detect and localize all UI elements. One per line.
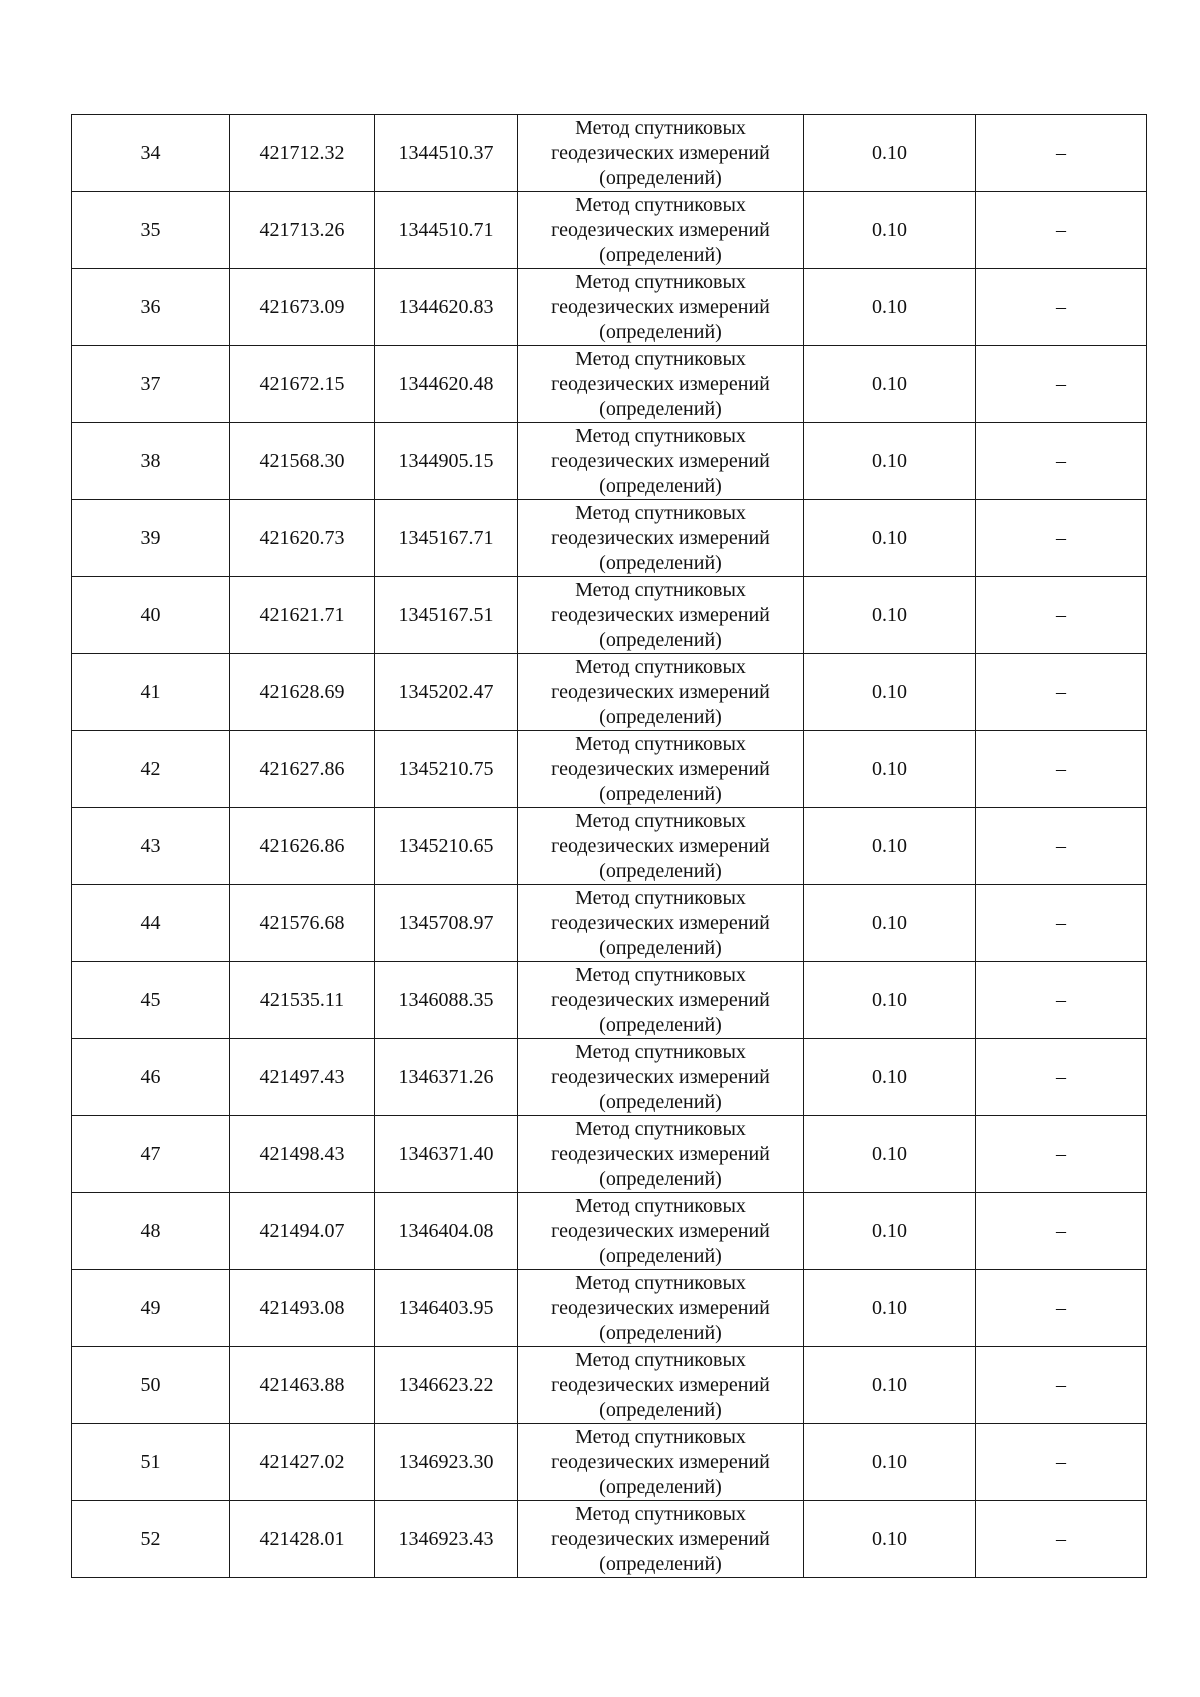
- table-row: [72, 1270, 1147, 1347]
- accuracy-cell: [804, 423, 976, 500]
- table-body: [72, 115, 1147, 1578]
- y-coordinate-cell: [375, 192, 518, 269]
- x-coordinate-cell: [230, 962, 375, 1039]
- method-line: Метод спутниковых: [575, 270, 746, 293]
- point-number: 39: [140, 526, 161, 549]
- method-line: (определений): [599, 397, 722, 420]
- point-number: 41: [140, 680, 161, 703]
- point-number-cell: [72, 1270, 230, 1347]
- accuracy-cell: [804, 1424, 976, 1501]
- point-number: 38: [140, 449, 161, 472]
- note-value: –: [1056, 141, 1066, 164]
- method-cell: [518, 1116, 804, 1193]
- accuracy-value: 0.10: [872, 911, 907, 934]
- x-coordinate: 421712.32: [259, 141, 345, 164]
- method-line: Метод спутниковых: [575, 963, 746, 986]
- y-coordinate: 1346371.40: [398, 1142, 494, 1165]
- note-cell: [976, 885, 1147, 962]
- method-cell: [518, 500, 804, 577]
- note-value: –: [1056, 1065, 1066, 1088]
- y-coordinate: 1346088.35: [398, 988, 494, 1011]
- method-line: Метод спутниковых: [575, 1502, 746, 1525]
- accuracy-value: 0.10: [872, 988, 907, 1011]
- table-row: [72, 1424, 1147, 1501]
- y-coordinate-cell: [375, 731, 518, 808]
- y-coordinate: 1345167.71: [398, 526, 494, 549]
- point-number: 36: [140, 295, 161, 318]
- y-coordinate-cell: [375, 885, 518, 962]
- note-cell: [976, 1424, 1147, 1501]
- y-coordinate: 1345202.47: [398, 680, 494, 703]
- table-row: [72, 1039, 1147, 1116]
- method-line: Метод спутниковых: [575, 1425, 746, 1448]
- y-coordinate: 1346923.30: [398, 1450, 494, 1473]
- method-line: (определений): [599, 1321, 722, 1344]
- point-number-cell: [72, 192, 230, 269]
- accuracy-cell: [804, 269, 976, 346]
- x-coordinate-cell: [230, 1347, 375, 1424]
- note-value: –: [1056, 372, 1066, 395]
- y-coordinate-cell: [375, 654, 518, 731]
- y-coordinate: 1344620.83: [398, 295, 494, 318]
- method-line: (определений): [599, 1244, 722, 1267]
- accuracy-value: 0.10: [872, 1527, 907, 1550]
- method-cell: [518, 423, 804, 500]
- method-line: геодезических измерений: [551, 1142, 770, 1165]
- method-cell: [518, 346, 804, 423]
- x-coordinate-cell: [230, 1116, 375, 1193]
- y-coordinate: 1346371.26: [398, 1065, 494, 1088]
- point-number: 34: [140, 141, 161, 164]
- table-row: [72, 654, 1147, 731]
- table-row: [72, 577, 1147, 654]
- x-coordinate: 421620.73: [259, 526, 345, 549]
- accuracy-cell: [804, 115, 976, 192]
- accuracy-cell: [804, 885, 976, 962]
- accuracy-value: 0.10: [872, 834, 907, 857]
- y-coordinate-cell: [375, 1347, 518, 1424]
- method-line: геодезических измерений: [551, 218, 770, 241]
- note-value: –: [1056, 757, 1066, 780]
- method-line: геодезических измерений: [551, 526, 770, 549]
- point-number-cell: [72, 346, 230, 423]
- table-row: [72, 885, 1147, 962]
- method-line: Метод спутниковых: [575, 501, 746, 524]
- point-number: 50: [140, 1373, 161, 1396]
- point-number: 37: [140, 372, 161, 395]
- point-number-cell: [72, 1193, 230, 1270]
- accuracy-value: 0.10: [872, 449, 907, 472]
- method-line: (определений): [599, 551, 722, 574]
- x-coordinate: 421713.26: [259, 218, 345, 241]
- y-coordinate-cell: [375, 500, 518, 577]
- point-number-cell: [72, 1039, 230, 1116]
- accuracy-value: 0.10: [872, 218, 907, 241]
- method-line: геодезических измерений: [551, 1219, 770, 1242]
- method-line: геодезических измерений: [551, 372, 770, 395]
- note-value: –: [1056, 1296, 1066, 1319]
- x-coordinate: 421535.11: [259, 988, 345, 1011]
- method-line: геодезических измерений: [551, 603, 770, 626]
- y-coordinate-cell: [375, 1039, 518, 1116]
- note-cell: [976, 731, 1147, 808]
- note-cell: [976, 346, 1147, 423]
- method-line: (определений): [599, 1090, 722, 1113]
- method-cell: [518, 269, 804, 346]
- note-value: –: [1056, 911, 1066, 934]
- accuracy-cell: [804, 808, 976, 885]
- x-coordinate: 421672.15: [259, 372, 345, 395]
- note-cell: [976, 500, 1147, 577]
- accuracy-cell: [804, 1347, 976, 1424]
- x-coordinate-cell: [230, 577, 375, 654]
- note-cell: [976, 1193, 1147, 1270]
- method-line: Метод спутниковых: [575, 1271, 746, 1294]
- table-row: [72, 269, 1147, 346]
- point-number-cell: [72, 731, 230, 808]
- note-value: –: [1056, 526, 1066, 549]
- note-cell: [976, 192, 1147, 269]
- x-coordinate-cell: [230, 423, 375, 500]
- method-line: Метод спутниковых: [575, 732, 746, 755]
- method-cell: [518, 1193, 804, 1270]
- point-number-cell: [72, 1424, 230, 1501]
- x-coordinate-cell: [230, 731, 375, 808]
- method-cell: [518, 654, 804, 731]
- note-cell: [976, 1347, 1147, 1424]
- method-line: геодезических измерений: [551, 1296, 770, 1319]
- table-row: [72, 115, 1147, 192]
- note-cell: [976, 808, 1147, 885]
- x-coordinate: 421493.08: [259, 1296, 345, 1319]
- method-cell: [518, 1424, 804, 1501]
- y-coordinate-cell: [375, 1270, 518, 1347]
- accuracy-cell: [804, 1116, 976, 1193]
- point-number-cell: [72, 808, 230, 885]
- method-line: Метод спутниковых: [575, 1194, 746, 1217]
- x-coordinate: 421626.86: [259, 834, 345, 857]
- point-number-cell: [72, 500, 230, 577]
- method-line: (определений): [599, 859, 722, 882]
- note-cell: [976, 962, 1147, 1039]
- point-number: 46: [140, 1065, 161, 1088]
- accuracy-value: 0.10: [872, 603, 907, 626]
- note-value: –: [1056, 1450, 1066, 1473]
- method-cell: [518, 808, 804, 885]
- method-line: геодезических измерений: [551, 834, 770, 857]
- x-coordinate: 421463.88: [259, 1373, 345, 1396]
- point-number-cell: [72, 962, 230, 1039]
- x-coordinate-cell: [230, 1501, 375, 1578]
- y-coordinate: 1344510.71: [398, 218, 494, 241]
- method-cell: [518, 731, 804, 808]
- x-coordinate: 421428.01: [259, 1527, 345, 1550]
- table-row: [72, 1193, 1147, 1270]
- x-coordinate: 421621.71: [259, 603, 345, 626]
- x-coordinate-cell: [230, 192, 375, 269]
- x-coordinate-cell: [230, 269, 375, 346]
- table-row: [72, 192, 1147, 269]
- point-number: 44: [140, 911, 161, 934]
- point-number-cell: [72, 115, 230, 192]
- y-coordinate: 1346923.43: [398, 1527, 494, 1550]
- accuracy-value: 0.10: [872, 1142, 907, 1165]
- x-coordinate: 421627.86: [259, 757, 345, 780]
- point-number: 35: [140, 218, 161, 241]
- y-coordinate: 1345210.75: [398, 757, 494, 780]
- x-coordinate-cell: [230, 1039, 375, 1116]
- method-line: Метод спутниковых: [575, 193, 746, 216]
- note-cell: [976, 1116, 1147, 1193]
- table-row: [72, 1501, 1147, 1578]
- point-number-cell: [72, 885, 230, 962]
- method-line: Метод спутниковых: [575, 1348, 746, 1371]
- method-line: Метод спутниковых: [575, 886, 746, 909]
- x-coordinate: 421568.30: [259, 449, 345, 472]
- x-coordinate-cell: [230, 1270, 375, 1347]
- point-number-cell: [72, 577, 230, 654]
- point-number: 47: [140, 1142, 161, 1165]
- table-row: [72, 1116, 1147, 1193]
- note-cell: [976, 654, 1147, 731]
- point-number: 52: [140, 1527, 161, 1550]
- method-line: (определений): [599, 1552, 722, 1575]
- table-row: [72, 808, 1147, 885]
- method-line: (определений): [599, 1475, 722, 1498]
- y-coordinate: 1344510.37: [398, 141, 494, 164]
- x-coordinate-cell: [230, 346, 375, 423]
- accuracy-value: 0.10: [872, 1373, 907, 1396]
- note-value: –: [1056, 1527, 1066, 1550]
- accuracy-value: 0.10: [872, 1450, 907, 1473]
- note-value: –: [1056, 834, 1066, 857]
- x-coordinate: 421497.43: [259, 1065, 345, 1088]
- note-cell: [976, 269, 1147, 346]
- x-coordinate: 421427.02: [259, 1450, 345, 1473]
- accuracy-cell: [804, 1039, 976, 1116]
- y-coordinate-cell: [375, 115, 518, 192]
- accuracy-cell: [804, 1501, 976, 1578]
- method-cell: [518, 1270, 804, 1347]
- x-coordinate-cell: [230, 808, 375, 885]
- method-line: (определений): [599, 474, 722, 497]
- note-cell: [976, 1270, 1147, 1347]
- note-value: –: [1056, 449, 1066, 472]
- x-coordinate: 421628.69: [259, 680, 345, 703]
- note-value: –: [1056, 1219, 1066, 1242]
- point-number-cell: [72, 1116, 230, 1193]
- note-cell: [976, 115, 1147, 192]
- point-number: 51: [140, 1450, 161, 1473]
- note-cell: [976, 577, 1147, 654]
- x-coordinate-cell: [230, 115, 375, 192]
- x-coordinate-cell: [230, 1424, 375, 1501]
- method-cell: [518, 1347, 804, 1424]
- y-coordinate: 1344905.15: [398, 449, 494, 472]
- y-coordinate-cell: [375, 269, 518, 346]
- accuracy-cell: [804, 192, 976, 269]
- method-line: геодезических измерений: [551, 449, 770, 472]
- y-coordinate-cell: [375, 808, 518, 885]
- y-coordinate: 1345167.51: [398, 603, 494, 626]
- point-number: 48: [140, 1219, 161, 1242]
- point-number: 43: [140, 834, 161, 857]
- note-value: –: [1056, 680, 1066, 703]
- method-line: геодезических измерений: [551, 1450, 770, 1473]
- accuracy-cell: [804, 346, 976, 423]
- y-coordinate-cell: [375, 1424, 518, 1501]
- accuracy-cell: [804, 731, 976, 808]
- note-cell: [976, 1039, 1147, 1116]
- method-line: Метод спутниковых: [575, 1117, 746, 1140]
- y-coordinate-cell: [375, 962, 518, 1039]
- method-line: Метод спутниковых: [575, 578, 746, 601]
- method-line: (определений): [599, 166, 722, 189]
- point-number-cell: [72, 1501, 230, 1578]
- method-line: (определений): [599, 1167, 722, 1190]
- note-value: –: [1056, 603, 1066, 626]
- accuracy-cell: [804, 654, 976, 731]
- accuracy-value: 0.10: [872, 295, 907, 318]
- method-line: (определений): [599, 1013, 722, 1036]
- method-line: (определений): [599, 1398, 722, 1421]
- method-line: (определений): [599, 782, 722, 805]
- accuracy-value: 0.10: [872, 141, 907, 164]
- table-row: [72, 500, 1147, 577]
- x-coordinate-cell: [230, 654, 375, 731]
- note-value: –: [1056, 988, 1066, 1011]
- point-number: 42: [140, 757, 161, 780]
- point-number-cell: [72, 654, 230, 731]
- y-coordinate-cell: [375, 1116, 518, 1193]
- y-coordinate-cell: [375, 1501, 518, 1578]
- method-line: (определений): [599, 320, 722, 343]
- table-row: [72, 962, 1147, 1039]
- method-line: геодезических измерений: [551, 1065, 770, 1088]
- method-cell: [518, 962, 804, 1039]
- y-coordinate-cell: [375, 423, 518, 500]
- method-cell: [518, 115, 804, 192]
- method-cell: [518, 1501, 804, 1578]
- y-coordinate: 1346623.22: [398, 1373, 494, 1396]
- method-line: Метод спутниковых: [575, 424, 746, 447]
- x-coordinate-cell: [230, 885, 375, 962]
- accuracy-cell: [804, 962, 976, 1039]
- y-coordinate-cell: [375, 346, 518, 423]
- method-line: геодезических измерений: [551, 1527, 770, 1550]
- y-coordinate-cell: [375, 1193, 518, 1270]
- method-line: Метод спутниковых: [575, 809, 746, 832]
- method-line: геодезических измерений: [551, 911, 770, 934]
- note-value: –: [1056, 1373, 1066, 1396]
- point-number-cell: [72, 269, 230, 346]
- accuracy-cell: [804, 1193, 976, 1270]
- method-line: геодезических измерений: [551, 141, 770, 164]
- method-line: (определений): [599, 243, 722, 266]
- method-line: Метод спутниковых: [575, 655, 746, 678]
- accuracy-value: 0.10: [872, 680, 907, 703]
- method-cell: [518, 885, 804, 962]
- accuracy-value: 0.10: [872, 1219, 907, 1242]
- accuracy-value: 0.10: [872, 372, 907, 395]
- method-line: (определений): [599, 628, 722, 651]
- point-number: 45: [140, 988, 161, 1011]
- note-value: –: [1056, 218, 1066, 241]
- x-coordinate-cell: [230, 500, 375, 577]
- method-line: геодезических измерений: [551, 680, 770, 703]
- accuracy-cell: [804, 577, 976, 654]
- table-row: [72, 346, 1147, 423]
- y-coordinate: 1345708.97: [398, 911, 494, 934]
- accuracy-value: 0.10: [872, 526, 907, 549]
- method-line: Метод спутниковых: [575, 116, 746, 139]
- point-number: 40: [140, 603, 161, 626]
- coordinates-table: [71, 114, 1147, 1578]
- method-line: Метод спутниковых: [575, 347, 746, 370]
- accuracy-cell: [804, 1270, 976, 1347]
- method-line: (определений): [599, 936, 722, 959]
- note-value: –: [1056, 1142, 1066, 1165]
- x-coordinate: 421498.43: [259, 1142, 345, 1165]
- method-cell: [518, 192, 804, 269]
- method-line: Метод спутниковых: [575, 1040, 746, 1063]
- method-cell: [518, 1039, 804, 1116]
- x-coordinate: 421576.68: [259, 911, 345, 934]
- accuracy-value: 0.10: [872, 1296, 907, 1319]
- point-number-cell: [72, 423, 230, 500]
- method-cell: [518, 577, 804, 654]
- y-coordinate: 1344620.48: [398, 372, 494, 395]
- method-line: (определений): [599, 705, 722, 728]
- y-coordinate: 1346404.08: [398, 1219, 494, 1242]
- table-row: [72, 423, 1147, 500]
- x-coordinate: 421494.07: [259, 1219, 345, 1242]
- method-line: геодезических измерений: [551, 1373, 770, 1396]
- y-coordinate: 1346403.95: [398, 1296, 494, 1319]
- note-cell: [976, 423, 1147, 500]
- accuracy-value: 0.10: [872, 1065, 907, 1088]
- y-coordinate-cell: [375, 577, 518, 654]
- method-line: геодезических измерений: [551, 295, 770, 318]
- method-line: геодезических измерений: [551, 757, 770, 780]
- table-row: [72, 1347, 1147, 1424]
- x-coordinate: 421673.09: [259, 295, 345, 318]
- x-coordinate-cell: [230, 1193, 375, 1270]
- point-number-cell: [72, 1347, 230, 1424]
- method-line: геодезических измерений: [551, 988, 770, 1011]
- table-row: [72, 731, 1147, 808]
- point-number: 49: [140, 1296, 161, 1319]
- accuracy-value: 0.10: [872, 757, 907, 780]
- note-value: –: [1056, 295, 1066, 318]
- note-cell: [976, 1501, 1147, 1578]
- y-coordinate: 1345210.65: [398, 834, 494, 857]
- accuracy-cell: [804, 500, 976, 577]
